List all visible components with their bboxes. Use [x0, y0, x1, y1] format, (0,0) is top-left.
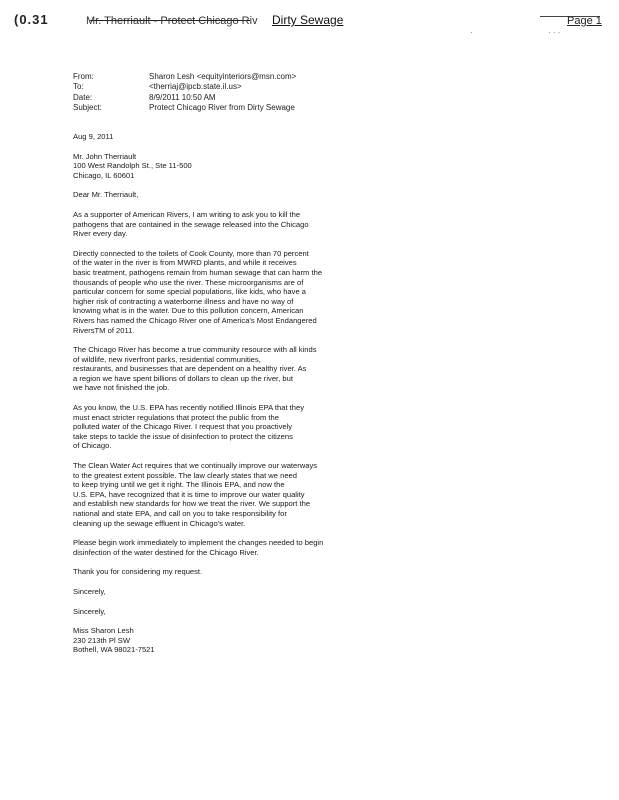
date-label: Date:: [73, 92, 93, 102]
subject-label: Subject:: [73, 103, 102, 113]
paragraph-line: restaurants, and businesses that are dependent on a healthy river. As: [73, 364, 307, 374]
address-line: 100 West Randolph St., Ste 11-500: [73, 161, 192, 171]
paragraph-line: to keep trying until we get it right. The Illinois EPA, and now the: [73, 480, 285, 490]
paragraph-line: take steps to tackle the issue of disinfection to protect the citizens: [73, 431, 293, 441]
paragraph-line: Sincerely,: [73, 606, 106, 616]
id-stamp: (0.31: [14, 12, 49, 27]
header-left-text: Mr. Therriault - Protect Chicago Riv: [86, 15, 258, 27]
salutation: Dear Mr. Therriault,: [73, 190, 139, 200]
paragraph-line: As you know, the U.S. EPA has recently notified Illinois EPA that they: [73, 403, 305, 413]
paragraph-line: of the water in the river is from MWRD plants, and while it receives: [73, 258, 297, 268]
paragraph-line: pathogens that are contained in the sewage released into the Chicago: [73, 219, 309, 229]
from-value: Sharon Lesh <equityinteriors@msn.com>: [149, 72, 297, 81]
paragraph-line: Sincerely,: [73, 586, 106, 596]
paragraph-line: and establish new standards for how we treat the river. We support the: [73, 499, 311, 509]
letter-paragraph: [73, 210, 543, 239]
letter-paragraph: [73, 567, 543, 577]
letter-paragraph: [73, 345, 543, 393]
paragraph-line: particular concern for some special populations, like kids, who have a: [73, 287, 306, 297]
header-mark: · · ·: [548, 28, 561, 37]
paragraph-line: disinfection of the water destined for the Chicago River.: [73, 547, 259, 557]
signature-line: Miss Sharon Lesh: [73, 626, 134, 636]
paragraph-line: Thank you for considering my request.: [73, 567, 203, 577]
letter-paragraphs: [73, 210, 543, 626]
paragraph-line: U.S. EPA, have recognized that it is time to improve our water quality: [73, 489, 305, 499]
paragraph-line: national and state EPA, and call on you to take responsibility for: [73, 509, 287, 518]
paragraph-line: knowing what is in the water. Due to this pollution concern, American: [73, 306, 304, 316]
paragraph-line: As a supporter of American Rivers, I am writing to ask you to kill the: [73, 209, 301, 219]
paragraph-line: Please begin work immediately to implement the changes needed to begin: [73, 538, 324, 548]
paragraph-line: RiversTM of 2011.: [73, 325, 135, 335]
letter-paragraph: [73, 403, 543, 451]
letter-body: [73, 132, 543, 655]
paragraph-line: River every day.: [73, 229, 128, 239]
paragraph-line: of Chicago.: [73, 441, 112, 451]
paragraph-line: a region we have spent billions of dollars to clean up the river, but: [73, 373, 293, 383]
header-mark: ·: [470, 28, 473, 37]
paragraph-line: The Chicago River has become a true community resource with all kinds: [73, 345, 317, 355]
fax-header: [0, 8, 619, 37]
subject-value: Protect Chicago River from Dirty Sewage: [149, 103, 295, 113]
date-value: 8/9/2011 10:50 AM: [149, 92, 216, 102]
paragraph-line: The Clean Water Act requires that we continually improve our waterways: [73, 461, 318, 471]
signature-line: Bothell, WA 98021-7521: [73, 645, 155, 655]
paragraph-line: Directly connected to the toilets of Cook County, more than 70 percent: [73, 248, 309, 258]
paragraph-line: basic treatment, pathogens remain from human sewage that can harm the: [73, 267, 323, 277]
letter-paragraph: [73, 249, 543, 335]
to-value: <therriaj@ipcb.state.il.us>: [149, 82, 242, 92]
letter-paragraph: [73, 461, 543, 528]
letter-paragraph: [73, 538, 543, 557]
signature-block: [73, 626, 543, 655]
paragraph-line: Rivers has named the Chicago River one of America's Most Endangered: [73, 315, 317, 325]
letter-date: Aug 9, 2011: [73, 132, 114, 141]
letter-paragraph: [73, 587, 543, 597]
paragraph-line: to the greatest extent possible. The law clearly states that we need: [73, 470, 298, 480]
address-line: Mr. John Therriault: [73, 151, 137, 161]
address-line: Chicago, IL 60601: [73, 170, 135, 180]
paragraph-line: of wildlife, new riverfront parks, residential communities,: [73, 354, 261, 364]
paragraph-line: cleaning up the sewage effluent in Chicago's water.: [73, 518, 246, 528]
from-label: From:: [73, 72, 94, 81]
paragraph-line: higher risk of contracting a waterborne illness and have no way of: [73, 296, 294, 306]
to-label: To:: [73, 82, 84, 92]
paragraph-line: we have not finished the job.: [73, 383, 170, 393]
paragraph-line: thousands of people who use the river. These microorganisms are of: [73, 277, 304, 287]
header-subject: Dirty Sewage: [272, 13, 344, 27]
signature-line: 230 213th Pl SW: [73, 635, 130, 645]
paragraph-line: must enact stricter regulations that protect the public from the: [73, 412, 279, 422]
page-label: Page 1: [567, 15, 602, 27]
paragraph-line: polluted water of the Chicago River. I request that you proactively: [73, 422, 293, 432]
letter-paragraph: [73, 607, 543, 617]
